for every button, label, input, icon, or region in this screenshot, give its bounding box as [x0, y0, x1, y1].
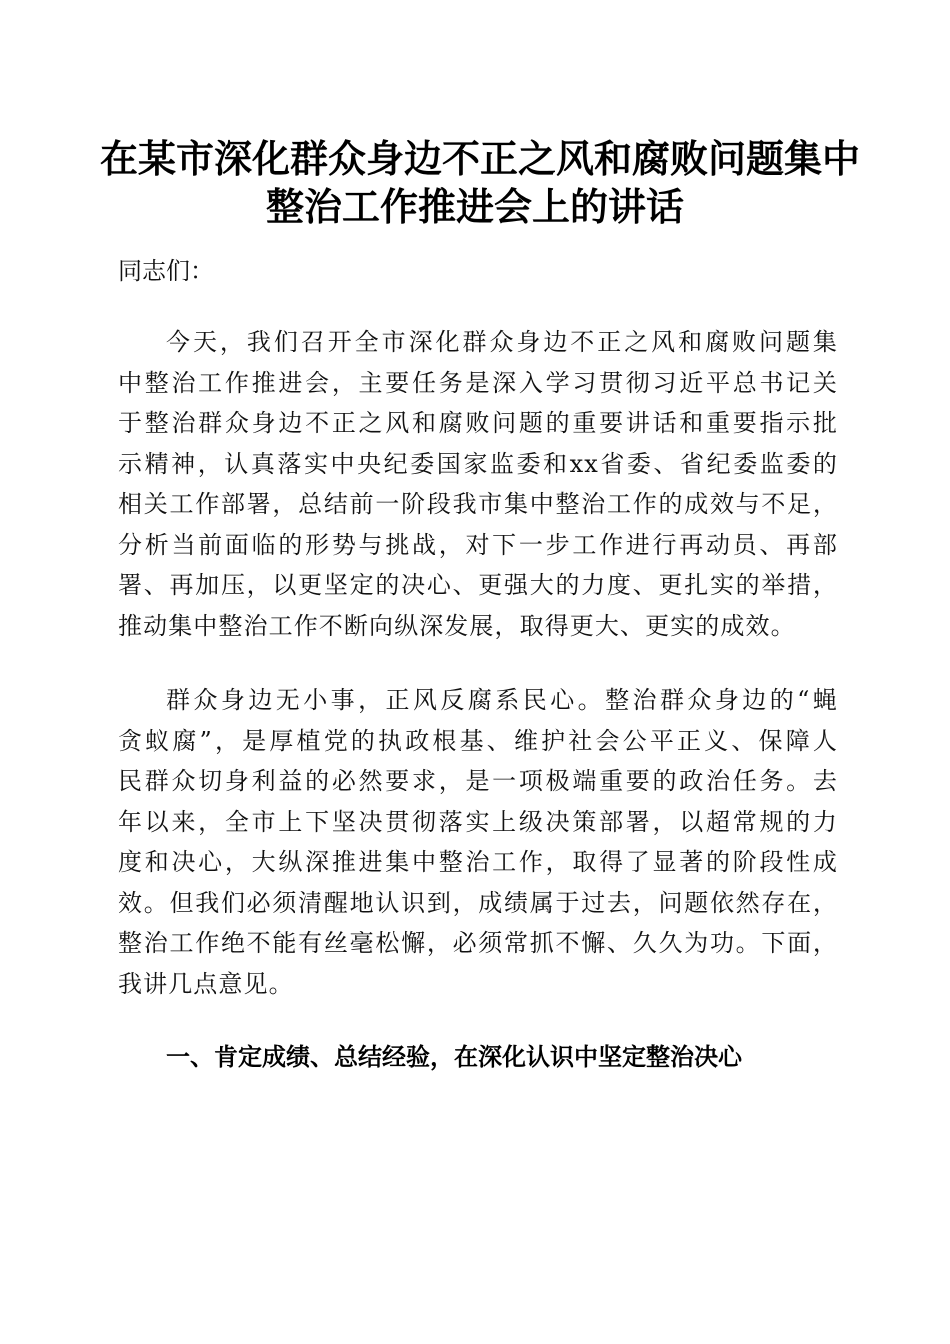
paragraph-2	[118, 680, 838, 1004]
paragraph-line: 群众身边无小事，正风反腐系民心。整治群众身边的“蝇	[166, 686, 838, 714]
paragraph-line: 年以来，全市上下坚决贯彻落实上级决策部署，以超常规的力	[118, 807, 838, 836]
paragraph-line: 中整治工作推进会，主要任务是深入学习贯彻习近平总书记关	[118, 368, 838, 397]
salutation: 同志们：	[118, 257, 214, 285]
paragraph-line: 度和决心，大纵深推进集中整治工作，取得了显著的阶段性成	[118, 848, 838, 876]
document-title-line-2: 整治工作推进会上的讲话	[265, 184, 684, 229]
paragraph-line: 署、再加压，以更坚定的决心、更强大的力度、更扎实的举措，	[118, 571, 838, 599]
paragraph-line: 分析当前面临的形势与挑战，对下一步工作进行再动员、再部	[118, 530, 838, 559]
paragraph-line: 贪蚁腐”，是厚植党的执政根基、维护社会公平正义、保障人	[118, 726, 838, 755]
paragraph-line: 今天，我们召开全市深化群众身边不正之风和腐败问题集	[166, 328, 838, 356]
paragraph-line: 效。但我们必须清醒地认识到，成绩属于过去，问题依然存在，	[118, 888, 838, 917]
paragraph-line: 整治工作绝不能有丝毫松懈，必须常抓不懈、久久为功。下面，	[118, 929, 838, 957]
paragraph-line: 示精神，认真落实中央纪委国家监委和xx省委、省纪委监委的	[118, 449, 838, 478]
paragraph-line: 相关工作部署，总结前一阶段我市集中整治工作的成效与不足，	[118, 490, 838, 518]
paragraph-line: 推动集中整治工作不断向纵深发展，取得更大、更实的成效。	[118, 611, 796, 640]
document-title-line-1: 在某市深化群众身边不正之风和腐败问题集中	[100, 136, 861, 181]
paragraph-line: 我讲几点意见。	[118, 969, 294, 998]
paragraph-line: 于整治群众身边不正之风和腐败问题的重要讲话和重要指示批	[118, 409, 838, 437]
paragraph-line: 民群众切身利益的必然要求，是一项极端重要的政治任务。去	[118, 767, 838, 795]
section-heading-1: 一、肯定成绩、总结经验，在深化认识中坚定整治决心	[166, 1043, 742, 1071]
paragraph-1	[118, 322, 838, 646]
